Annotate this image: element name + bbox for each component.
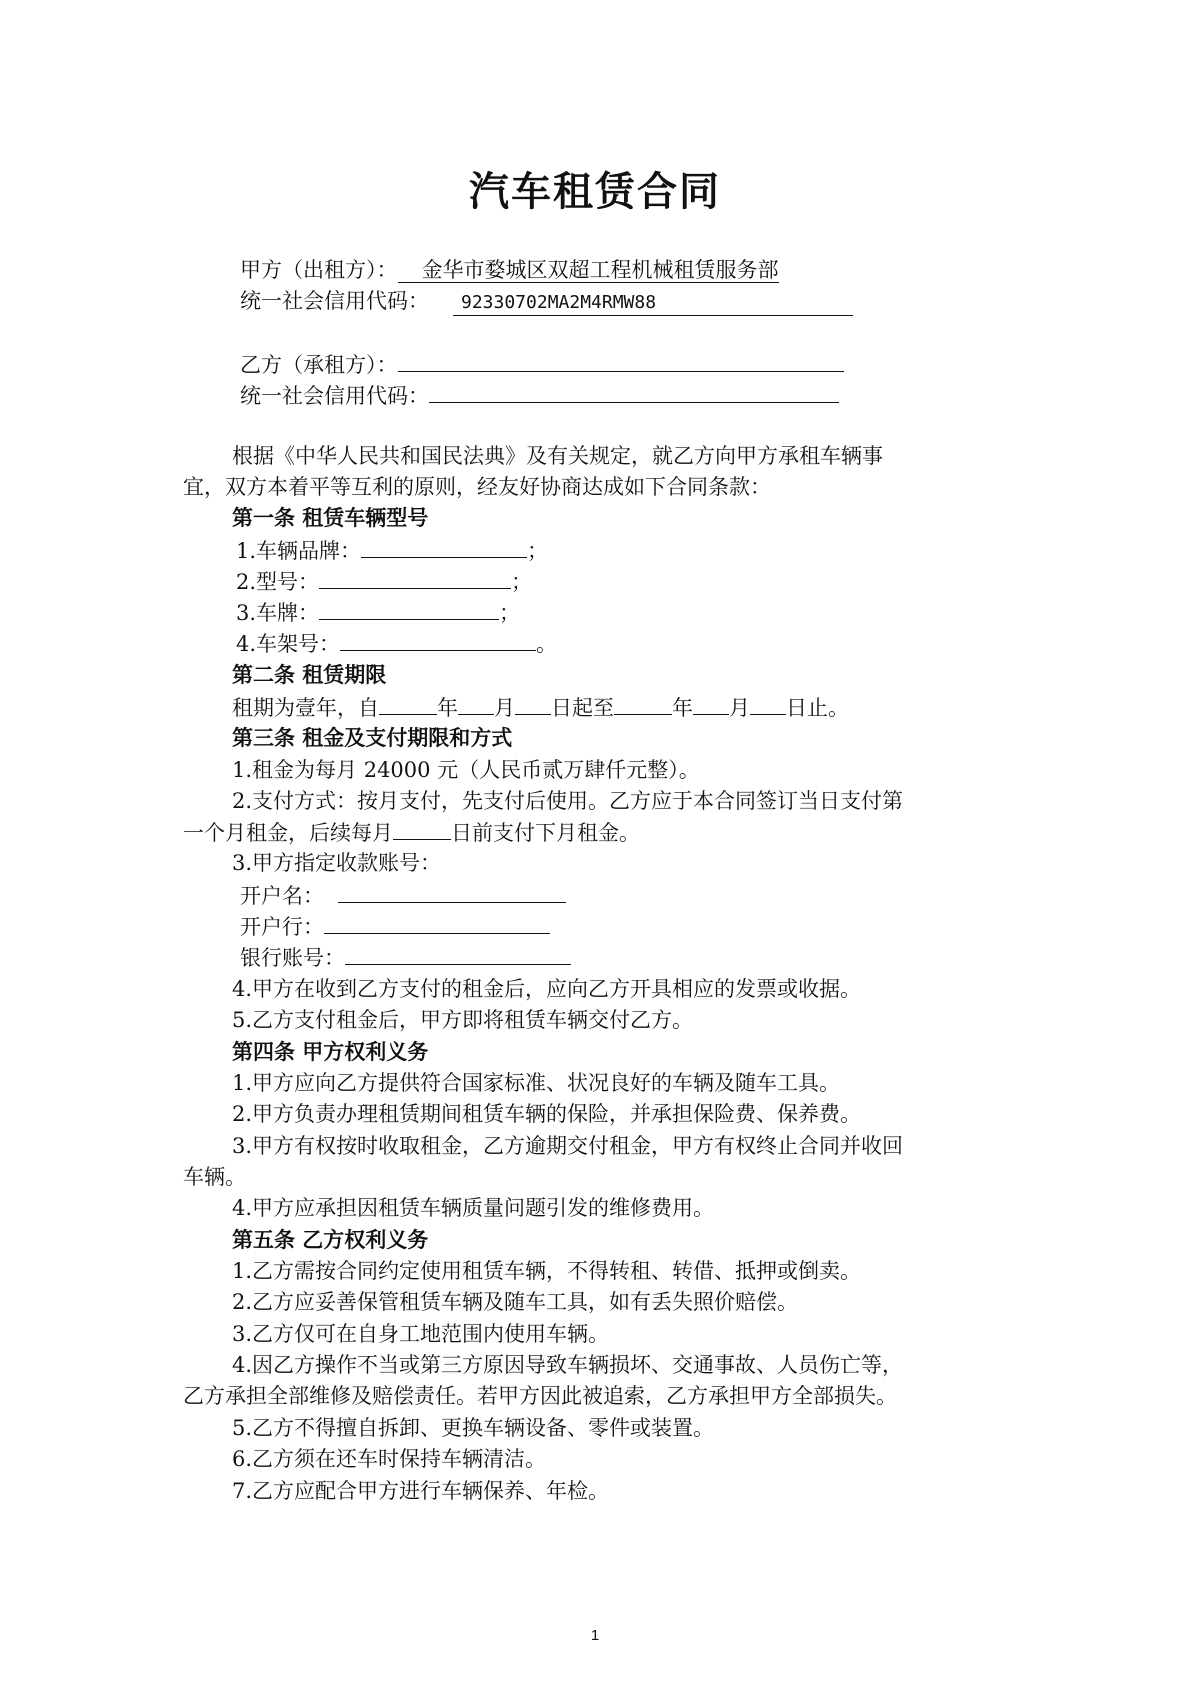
art1-item-1-label: 1.车辆品牌： [236,539,362,563]
art3-item-5: 5.乙方支付租金后，甲方即将租赁车辆交付乙方。 [232,1008,694,1032]
party-b-code-row [240,380,839,411]
party-a-code: 92330702MA2M4RMW88 [453,291,853,316]
art3-item-3: 3.甲方指定收款账号： [232,851,442,875]
art3-item-2-line-2-tail: 日前支付下月租金。 [451,821,640,845]
end-day-blank [750,692,786,715]
intro-line-1: 根据《中华人民共和国民法典》及有关规定，就乙方向甲方承租车辆事 [232,444,883,468]
art1-item-2 [236,566,532,597]
party-b-row [240,349,844,380]
article-2-heading: 第二条 租赁期限 [232,663,387,687]
end-year-blank [614,692,672,715]
model-blank [319,566,511,589]
brand-blank [361,535,527,558]
start-day-unit: 日起至 [551,696,614,720]
art1-item-2-end: ； [511,570,533,594]
art5-item-2: 2.乙方应妥善保管租赁车辆及随车工具，如有丢失照价赔偿。 [232,1290,799,1314]
intro-line-2: 宜，双方本着平等互利的原则，经友好协商达成如下合同条款： [183,475,771,499]
art1-item-1 [236,535,548,566]
end-year-unit: 年 [672,696,693,720]
party-a-name: 金华市婺城区双超工程机械租赁服务部 [398,258,779,283]
art3-item-1: 1.租金为每月 24000 元（人民币贰万肆仟元整）。 [232,758,700,782]
party-b-code-blank [429,380,839,403]
art4-item-3-line-2: 车辆。 [183,1165,246,1189]
end-day-unit: 日止。 [786,696,849,720]
art1-item-4-end: 。 [536,632,558,656]
start-day-blank [515,692,551,715]
account-number-label: 银行账号： [240,946,345,970]
art5-item-7: 7.乙方应配合甲方进行车辆保养、年检。 [232,1479,610,1503]
article-5-heading: 第五条 乙方权利义务 [232,1228,429,1252]
account-name-label: 开户名： [240,884,324,908]
end-month-blank [693,692,729,715]
party-a-row [240,255,779,285]
art4-item-2: 2.甲方负责办理租赁期间租赁车辆的保险，并承担保险费、保养费。 [232,1102,862,1126]
party-a-code-label: 统一社会信用代码： [240,289,429,313]
page-number: 1 [590,1627,600,1644]
article-3-heading: 第三条 租金及支付期限和方式 [232,726,513,750]
account-number-blank [345,942,571,965]
end-month-unit: 月 [729,696,750,720]
art5-item-5: 5.乙方不得擅自拆卸、更换车辆设备、零件或装置。 [232,1416,715,1440]
art3-item-4: 4.甲方在收到乙方支付的租金后，应向乙方开具相应的发票或收据。 [232,977,862,1001]
art5-item-4-line-1: 4.因乙方操作不当或第三方原因导致车辆损坏、交通事故、人员伤亡等， [232,1353,904,1377]
start-year-unit: 年 [437,696,458,720]
start-year-blank [379,692,437,715]
account-bank-label: 开户行： [240,915,324,939]
art5-item-1: 1.乙方需按合同约定使用租赁车辆，不得转租、转借、抵押或倒卖。 [232,1259,862,1283]
art1-item-3-label: 3.车牌： [236,601,320,625]
art4-item-3-line-1: 3.甲方有权按时收取租金，乙方逾期交付租金，甲方有权终止合同并收回 [232,1134,904,1158]
art5-item-3: 3.乙方仅可在自身工地范围内使用车辆。 [232,1322,610,1346]
account-name-blank [338,880,566,903]
lease-term-lead: 租期为壹年，自 [232,696,379,720]
art1-item-4 [236,628,557,659]
art1-item-3-end: ； [499,601,521,625]
article-1-heading: 第一条 租赁车辆型号 [232,506,429,530]
account-bank-blank [324,911,550,934]
art1-item-1-end: ； [527,539,549,563]
plate-blank [319,597,499,620]
start-month-unit: 月 [494,696,515,720]
lease-term-row [232,692,849,723]
account-bank-row [240,911,550,942]
art5-item-6: 6.乙方须在还车时保持车辆清洁。 [232,1447,547,1471]
document-title: 汽车租赁合同 [469,169,721,215]
art5-item-4-line-2: 乙方承担全部维修及赔偿责任。若甲方因此被追索，乙方承担甲方全部损失。 [183,1384,897,1408]
party-b-label: 乙方（承租方）： [240,353,398,377]
art1-item-4-label: 4.车架号： [236,632,341,656]
art4-item-4: 4.甲方应承担因租赁车辆质量问题引发的维修费用。 [232,1196,715,1220]
art4-item-1: 1.甲方应向乙方提供符合国家标准、状况良好的车辆及随车工具。 [232,1071,841,1095]
art1-item-2-label: 2.型号： [236,570,320,594]
party-b-code-label: 统一社会信用代码： [240,384,429,408]
party-a-code-row [240,286,853,316]
art3-item-2-line-1: 2.支付方式：按月支付，先支付后使用。乙方应于本合同签订当日支付第 [232,789,904,813]
party-a-label: 甲方（出租方）： [240,258,398,282]
vin-blank [340,628,536,651]
account-name-row [240,880,566,911]
party-b-name-blank [398,349,844,372]
art3-item-2-line-2-lead: 一个月租金，后续每月 [183,821,393,845]
start-month-blank [458,692,494,715]
account-number-row [240,942,571,973]
art3-item-2-line-2 [183,817,640,848]
payment-day-blank [393,817,451,840]
art1-item-3 [236,597,520,628]
article-4-heading: 第四条 甲方权利义务 [232,1040,429,1064]
